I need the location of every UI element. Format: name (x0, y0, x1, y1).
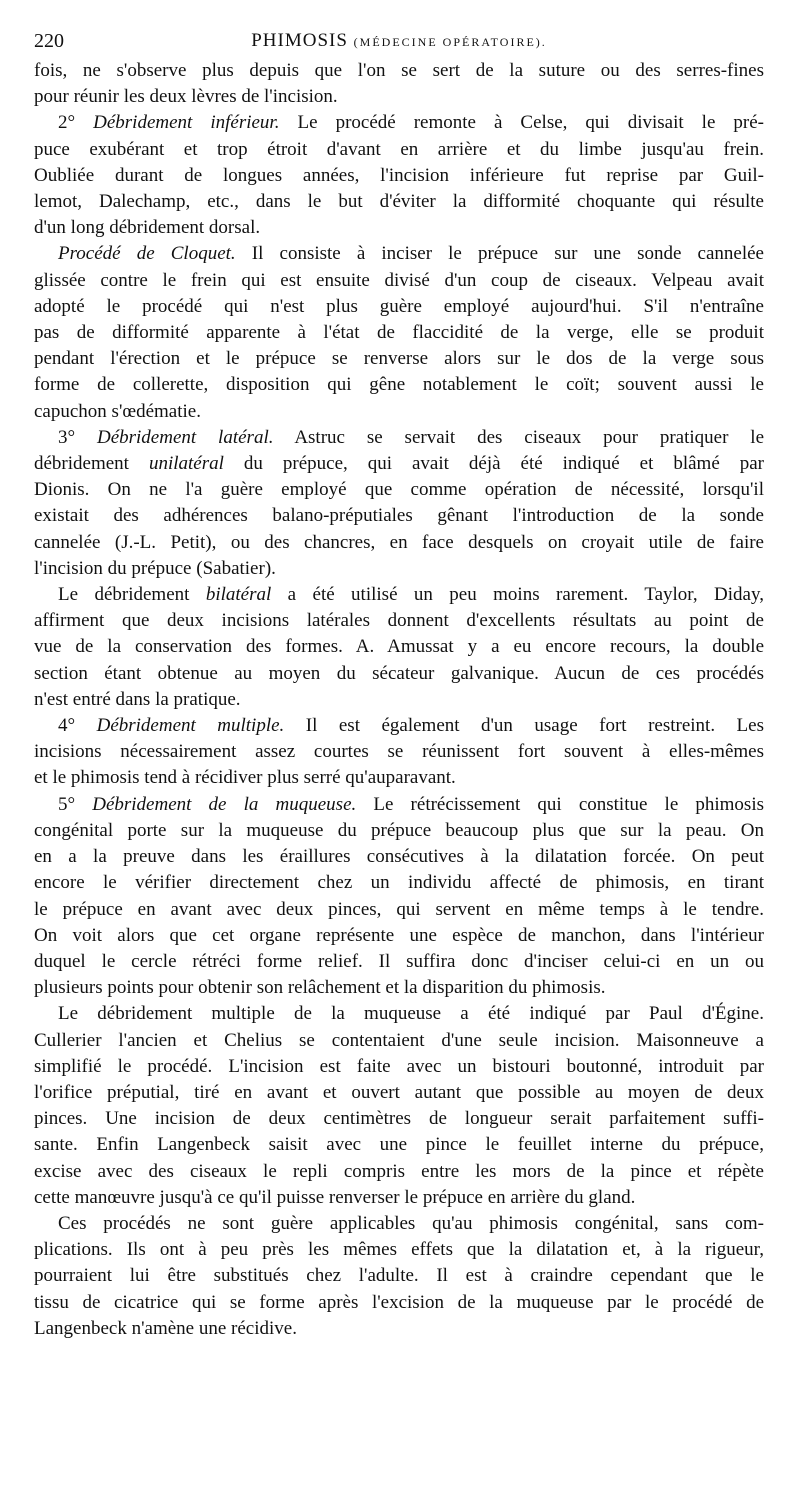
line-prefix: 2° (58, 112, 94, 134)
text-line (34, 818, 764, 844)
text-line (34, 189, 764, 215)
line-text: Le débridement multiple de la muqueuse a été indiqué par Paul d'Égine. (58, 1003, 764, 1025)
text-line (34, 58, 764, 84)
line-text: vue de la conservation des formes. A. Amussat y a eu encore recours, la double (34, 636, 764, 658)
line-text: plusieurs points pour obtenir son relâchement et la disparition du phimosis. (34, 977, 606, 999)
line-text: Dionis. On ne l'a guère employé que comme opération de nécessité, lorsqu'il (34, 479, 764, 501)
line-text: cette manœuvre jusqu'à ce qu'il puisse renverser le prépuce en arrière du gland. (34, 1186, 636, 1208)
running-title-subtitle: (MÉDECINE OPÉRATOIRE). (353, 35, 547, 49)
text-line (34, 503, 764, 529)
line-prefix: 3° (58, 426, 97, 448)
text-line (34, 687, 764, 713)
line-text: puce exubérant et trop étroit d'avant en arrière et du limbe jusqu'au frein. (34, 138, 764, 160)
italic-heading: Débridement de la muqueuse. (92, 793, 357, 815)
line-text: a été utilisé un peu moins rarement. Taylor, Diday, (271, 584, 764, 606)
text-line (34, 1028, 764, 1054)
text-line (34, 1080, 764, 1106)
line-text: fois, ne s'observe plus depuis que l'on se sert de la suture ou des serres-fines (34, 60, 764, 81)
line-text: capuchon s'œdématie. (34, 400, 201, 422)
text-line (34, 163, 764, 189)
text-line (34, 215, 764, 241)
text-line (34, 1159, 764, 1185)
line-text: Langenbeck n'amène une récidive. (34, 1317, 297, 1339)
text-line (34, 1211, 764, 1237)
text-line (34, 268, 764, 294)
italic-heading: bilatéral (205, 584, 272, 606)
text-line (34, 110, 764, 136)
line-text: cannelée (J.-L. Petit), ou des chancres, en face desquels on croyait utile de faire (34, 531, 764, 553)
line-text: l'orifice préputial, tiré en avant et ouvert autant que possible au moyen de deux (34, 1081, 764, 1103)
text-line (34, 949, 764, 975)
line-text: affirment que deux incisions latérales donnent d'excellents résultats au point de (34, 610, 764, 632)
line-text: du prépuce, qui avait déjà été indiqué et blâmé par (223, 453, 764, 475)
page-header (34, 28, 764, 58)
text-line (34, 84, 764, 110)
line-text: On voit alors que cet organe représente une espèce de manchon, dans l'intérieur (34, 924, 764, 946)
line-text: forme de collerette, disposition qui gêne notablement le coït; souvent aussi le (34, 374, 764, 396)
text-line (34, 634, 764, 660)
line-text: incisions nécessairement assez courtes se réunissent fort souvent à elles-mêmes (34, 741, 764, 763)
line-text: pas de difformité apparente à l'état de flaccidité de la verge, elle se produit (34, 322, 764, 344)
line-text: glissée contre le frein qui est ensuite divisé d'un coup de ciseaux. Velpeau avait (34, 269, 764, 291)
line-text: Cullerier l'ancien et Chelius se contentaient d'une seule incision. Maisonneuve a (34, 1029, 764, 1051)
line-prefix: Le débridement (58, 584, 206, 606)
running-title-main: PHIMOSIS (251, 30, 348, 51)
text-line (34, 792, 764, 818)
line-text: Le rétrécissement qui constitue le phimosis (356, 793, 764, 815)
line-text: d'un long débridement dorsal. (34, 217, 261, 239)
italic-heading: Débridement latéral. (96, 426, 274, 448)
text-line (34, 1290, 764, 1316)
text-line (34, 739, 764, 765)
line-text: excise avec des ciseaux le repli compris entre les mors de la pince et répète (34, 1160, 764, 1182)
line-text: et le phimosis tend à récidiver plus serré qu'auparavant. (34, 767, 456, 789)
text-line (34, 556, 764, 582)
line-prefix: débridement (34, 453, 149, 475)
text-line (34, 530, 764, 556)
italic-heading: Débridement multiple. (96, 715, 285, 737)
text-line (34, 137, 764, 163)
line-text: duquel le cercle rétréci forme relief. Il suffira donc d'inciser celui-ci en un ou (34, 950, 764, 972)
text-line (34, 294, 764, 320)
line-text: existait des adhérences balano-préputiales gênant l'introduction de la sonde (34, 505, 764, 527)
line-text: Ces procédés ne sont guère applicables qu'au phimosis congénital, sans com- (58, 1212, 764, 1234)
line-text: Il consiste à inciser le prépuce sur une sonde cannelée (235, 243, 764, 265)
line-prefix: 4° (58, 715, 97, 737)
text-line (34, 1316, 764, 1342)
text-line (34, 1054, 764, 1080)
text-line (34, 241, 764, 267)
body-text (34, 58, 764, 1342)
text-line (34, 451, 764, 477)
text-line (34, 713, 764, 739)
text-line (34, 346, 764, 372)
text-line (34, 1132, 764, 1158)
line-text: Oubliée durant de longues années, l'incision inférieure fut reprise par Guil- (34, 164, 764, 186)
text-line (34, 975, 764, 1001)
text-line (34, 765, 764, 791)
line-text: en a la preuve dans les éraillures consécutives à la dilatation forcée. On peut (34, 846, 764, 868)
line-prefix: 5° (58, 793, 93, 815)
text-line (34, 1237, 764, 1263)
text-line (34, 372, 764, 398)
text-line (34, 1185, 764, 1211)
line-text: pendant l'érection et le prépuce se renverse alors sur le dos de la verge sous (34, 348, 764, 370)
running-title (34, 28, 764, 55)
text-line (34, 582, 764, 608)
text-line (34, 399, 764, 425)
text-line (34, 1001, 764, 1027)
line-text: sante. Enfin Langenbeck saisit avec une pince le feuillet interne du prépuce, (34, 1134, 764, 1156)
text-line (34, 923, 764, 949)
text-line (34, 844, 764, 870)
text-line (34, 870, 764, 896)
line-text: pinces. Une incision de deux centimètres de longueur serait parfaitement suffi- (34, 1108, 764, 1130)
line-text: l'incision du prépuce (Sabatier). (34, 557, 276, 579)
book-page (34, 28, 764, 1342)
text-line (34, 425, 764, 451)
text-line (34, 1106, 764, 1132)
text-line (34, 661, 764, 687)
text-line (34, 477, 764, 503)
text-line (34, 320, 764, 346)
line-text: adopté le procédé qui n'est plus guère employé aujourd'hui. S'il n'entraîne (34, 295, 764, 317)
italic-heading: Débridement inférieur. (93, 112, 280, 134)
line-text: plications. Ils ont à peu près les mêmes effets que la dilatation et, à la rigueur, (34, 1239, 764, 1261)
line-text: section étant obtenue au moyen du sécateur galvanique. Aucun de ces procédés (34, 662, 764, 684)
text-line (34, 608, 764, 634)
italic-heading: unilatéral (148, 453, 224, 475)
line-text: n'est entré dans la pratique. (34, 688, 241, 710)
line-text: pour réunir les deux lèvres de l'incision. (34, 86, 338, 108)
text-line (34, 897, 764, 923)
line-text: Astruc se servait des ciseaux pour pratiquer le (273, 426, 765, 448)
line-text: simplifié le procédé. L'incision est faite avec un bistouri boutonné, introduit par (34, 1055, 764, 1077)
line-text: lemot, Dalechamp, etc., dans le but d'éviter la difformité choquante qui résulte (34, 191, 764, 213)
line-text: le prépuce en avant avec deux pinces, qui servent en même temps à le tendre. (34, 898, 764, 920)
line-text: Le procédé remonte à Celse, qui divisait le pré- (279, 112, 764, 134)
line-text: encore le vérifier directement chez un individu affecté de phimosis, en tirant (34, 872, 764, 894)
line-text: Il est également d'un usage fort restreint. Les (284, 715, 764, 737)
italic-heading: Procédé de Cloquet. (58, 243, 236, 265)
line-text: pourraient lui être substitués chez l'adulte. Il est à craindre cependant que le (34, 1265, 764, 1287)
text-line (34, 1263, 764, 1289)
page-number: 220 (34, 30, 64, 52)
line-text: congénital porte sur la muqueuse du prépuce beaucoup plus que sur la peau. On (34, 819, 764, 841)
line-text: tissu de cicatrice qui se forme après l'excision de la muqueuse par le procédé de (34, 1291, 764, 1313)
